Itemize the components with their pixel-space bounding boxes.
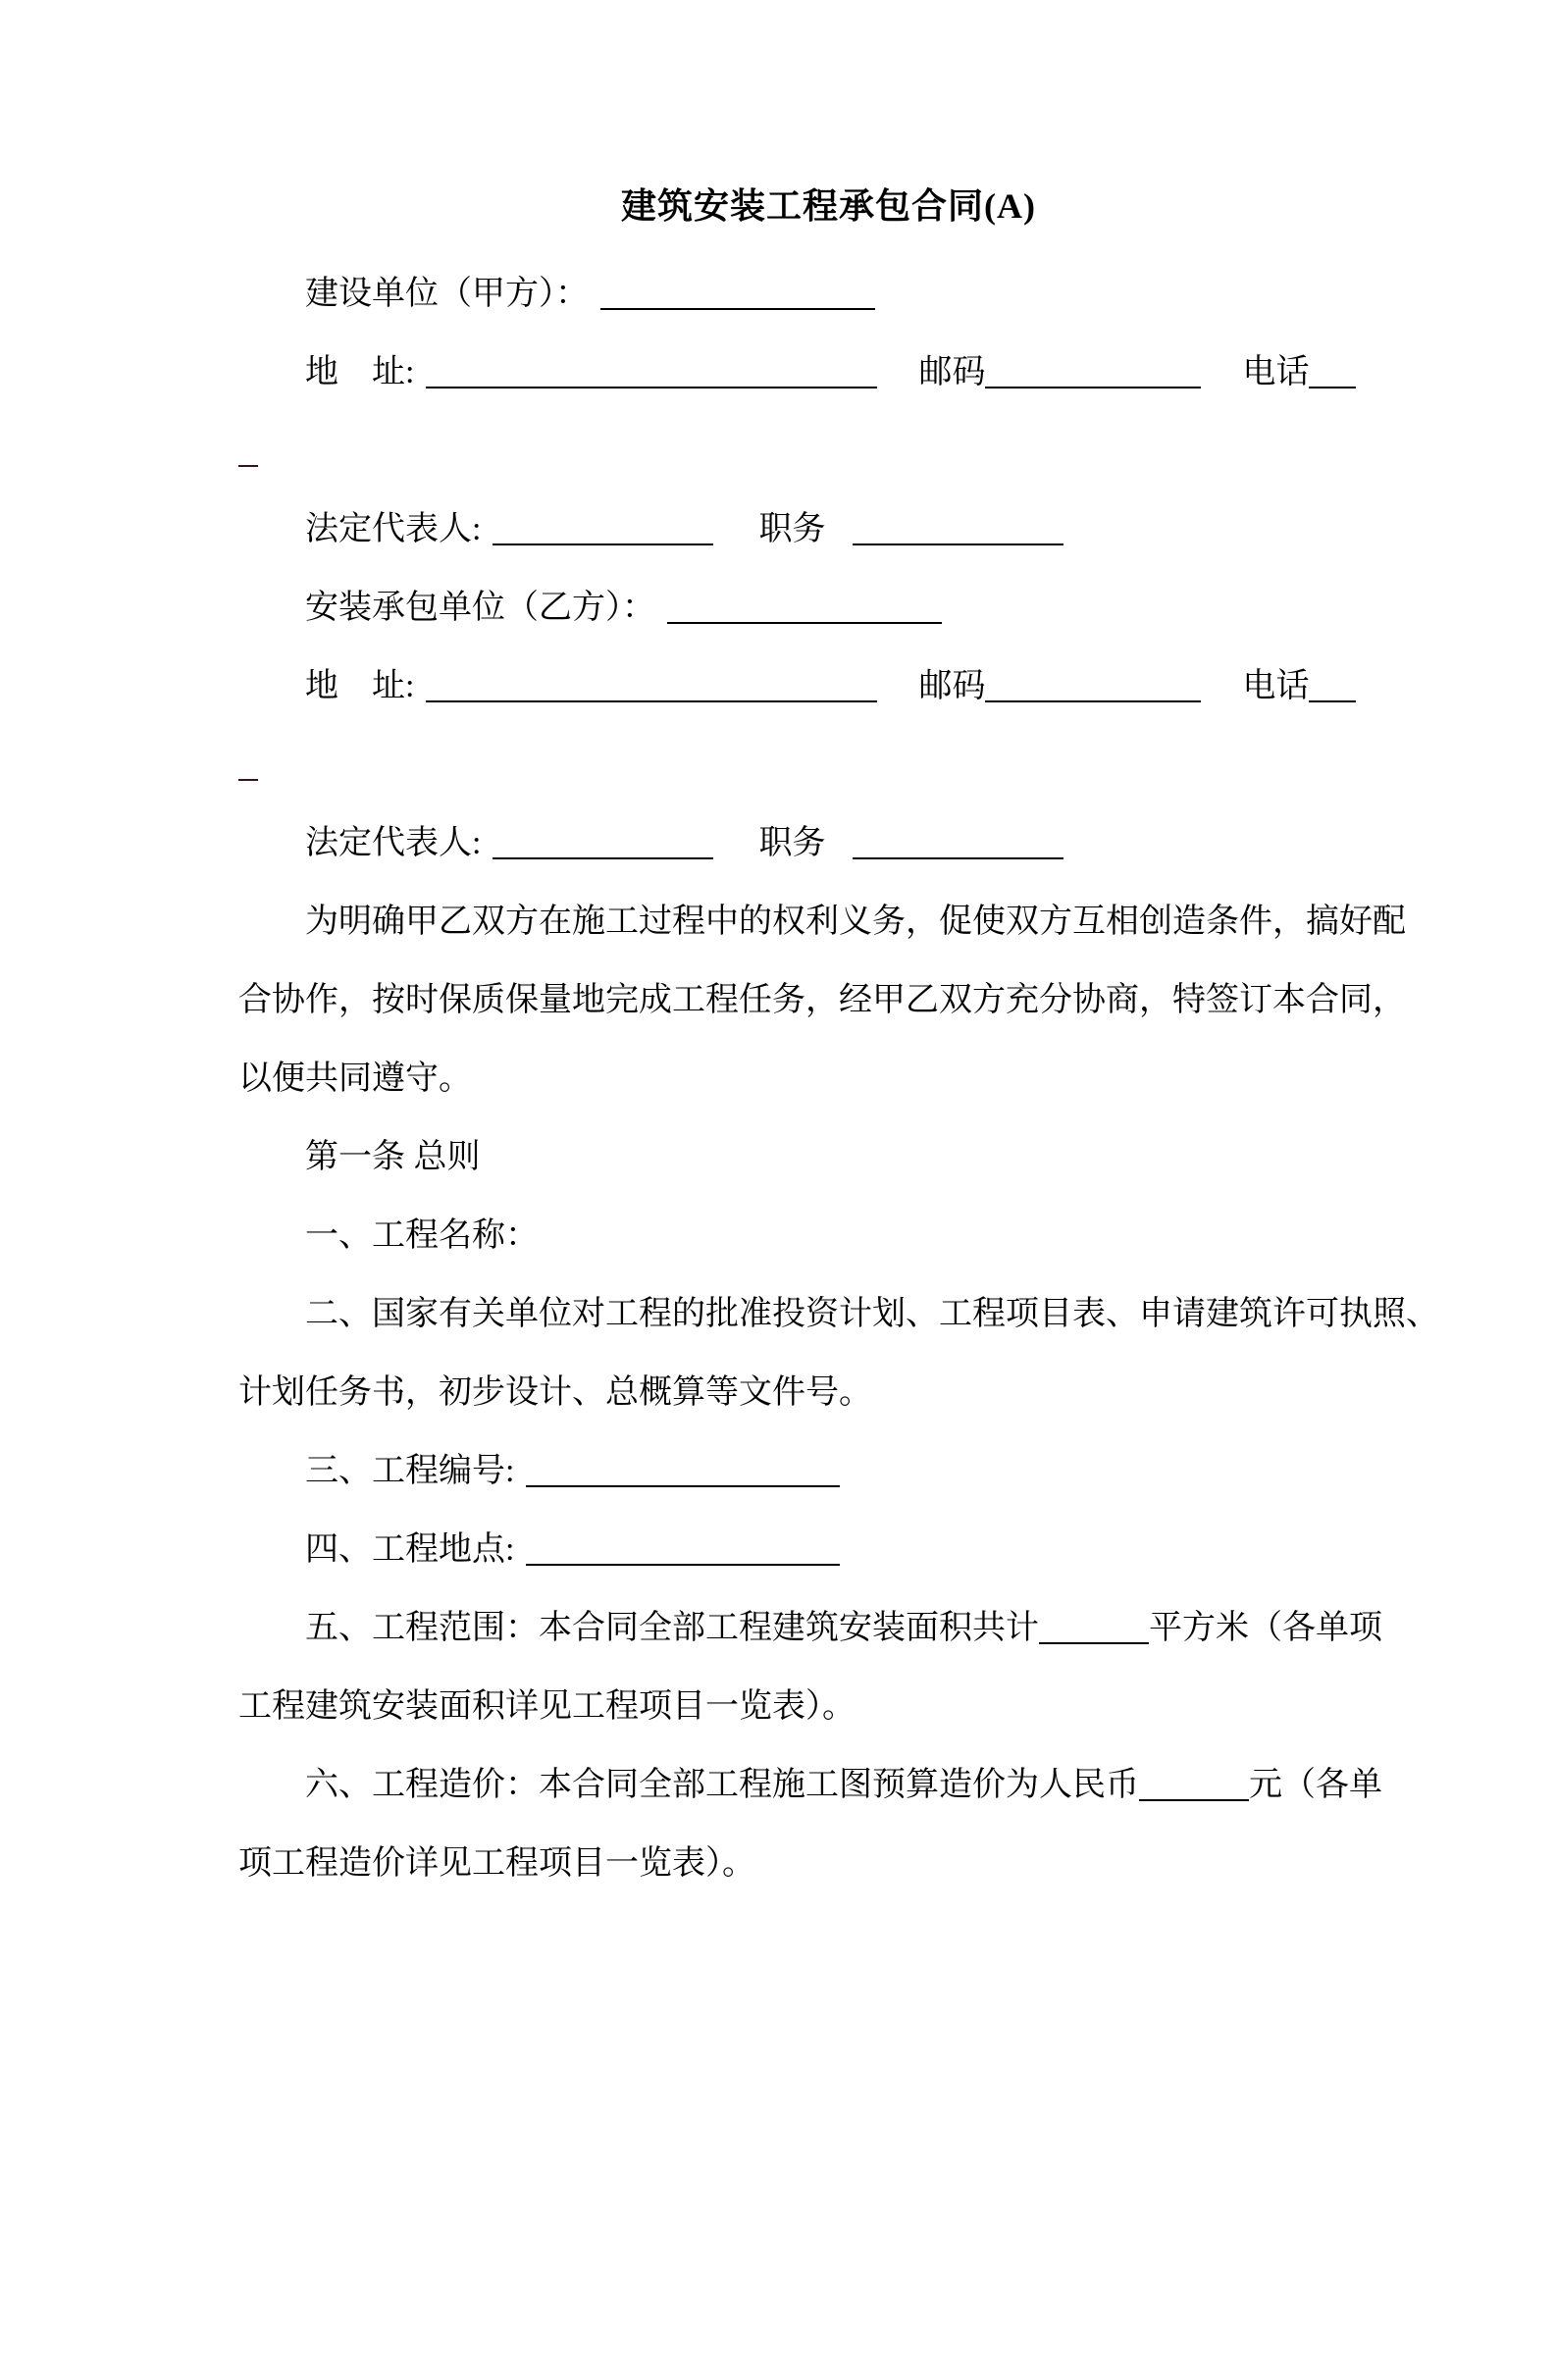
party-a-address-fill-in-blank [426, 357, 877, 388]
party-a-address-label: 地 址: [305, 354, 415, 390]
party-b-address-row [238, 647, 1419, 726]
clause-5-line-1 [238, 1589, 1419, 1668]
party-b-phone-fill-in-blank [1309, 671, 1356, 702]
clause-2-line-2: 计划任务书，初步设计、总概算等文件号。 [238, 1374, 872, 1411]
party-b-position-label: 职务 [758, 825, 826, 861]
clause-5-line-2: 工程建筑安装面积详见工程项目一览表）。 [238, 1688, 856, 1725]
party-b-unit-label: 安装承包单位（乙方）： [305, 590, 655, 626]
party-b-phone-fill-in-blank-wrapped [238, 750, 258, 781]
party-b-unit-row [238, 569, 1419, 647]
party-a-address-row [238, 334, 1419, 412]
party-b-position-fill-in-blank [853, 828, 1063, 859]
party-a-phone-fill-in-blank [1309, 357, 1356, 388]
party-b-address-label: 地 址: [305, 668, 415, 704]
party-a-unit-row [238, 255, 1419, 334]
party-b-unit-fill-in-blank [667, 593, 942, 624]
party-b-address-fill-in-blank [426, 671, 877, 702]
party-b-legal-rep-label: 法定代表人: [305, 825, 482, 861]
party-a-legal-rep-row [238, 491, 1419, 569]
party-b-legal-rep-row [238, 804, 1419, 883]
party-b-legal-rep-fill-in-blank [493, 828, 713, 859]
floor-area-fill-in-blank [1039, 1613, 1149, 1644]
party-a-phone-fill-in-blank-wrapped [238, 436, 258, 467]
party-a-phone-label: 电话 [1242, 354, 1310, 390]
party-b-postcode-label: 邮码 [918, 668, 986, 704]
clause-4-row [238, 1511, 1419, 1589]
party-b-phone-blank-wrap-row [238, 726, 1419, 804]
clause-5-text-part-1: 五、工程范围：本合同全部工程建筑安装面积共计 [305, 1610, 1039, 1646]
party-a-unit-fill-in-blank [600, 279, 875, 310]
budget-price-fill-in-blank [1139, 1770, 1249, 1801]
party-a-postcode-fill-in-blank [985, 357, 1201, 388]
party-b-phone-label: 电话 [1242, 668, 1310, 704]
clause-3-row [238, 1432, 1419, 1511]
party-a-legal-rep-fill-in-blank [493, 514, 713, 545]
chapter-heading: 第一条 总则 [305, 1139, 481, 1175]
party-a-position-label: 职务 [758, 511, 826, 547]
clause-2-line-1: 二、国家有关单位对工程的批准投资计划、工程项目表、申请建筑许可执照、 [305, 1296, 1439, 1332]
clause-4-label: 四、工程地点: [305, 1531, 515, 1568]
project-location-fill-in-blank [526, 1534, 840, 1566]
party-a-postcode-label: 邮码 [918, 354, 986, 390]
document-title: 建筑安装工程承包合同(A) [621, 186, 1036, 226]
preamble-line: 合协作，按时保质保量地完成工程任务，经甲乙双方充分协商，特签订本合同， [238, 982, 1406, 1018]
party-a-unit-label: 建设单位（甲方）： [305, 276, 589, 312]
party-a-position-fill-in-blank [853, 514, 1063, 545]
contract-document-page [0, 179, 1556, 1903]
clause-3-label: 三、工程编号: [305, 1453, 515, 1489]
party-a-legal-rep-label: 法定代表人: [305, 511, 482, 547]
preamble-line: 以便共同遵守。 [238, 1061, 472, 1097]
party-a-phone-blank-wrap-row [238, 412, 1419, 491]
party-b-postcode-fill-in-blank [985, 671, 1201, 702]
project-number-fill-in-blank [526, 1456, 840, 1487]
clause-5-text-part-2: 平方米（各单项 [1149, 1610, 1382, 1646]
preamble-line: 为明确甲乙双方在施工过程中的权利义务，促使双方互相创造条件，搞好配 [305, 904, 1406, 940]
clause-6-line-1 [238, 1746, 1419, 1825]
clause-1: 一、工程名称： [305, 1217, 539, 1254]
clause-6-text-part-1: 六、工程造价：本合同全部工程施工图预算造价为人民币 [305, 1767, 1139, 1803]
clause-6-text-part-2: 元（各单 [1249, 1767, 1382, 1803]
clause-6-line-2: 项工程造价详见工程项目一览表）。 [238, 1845, 755, 1882]
